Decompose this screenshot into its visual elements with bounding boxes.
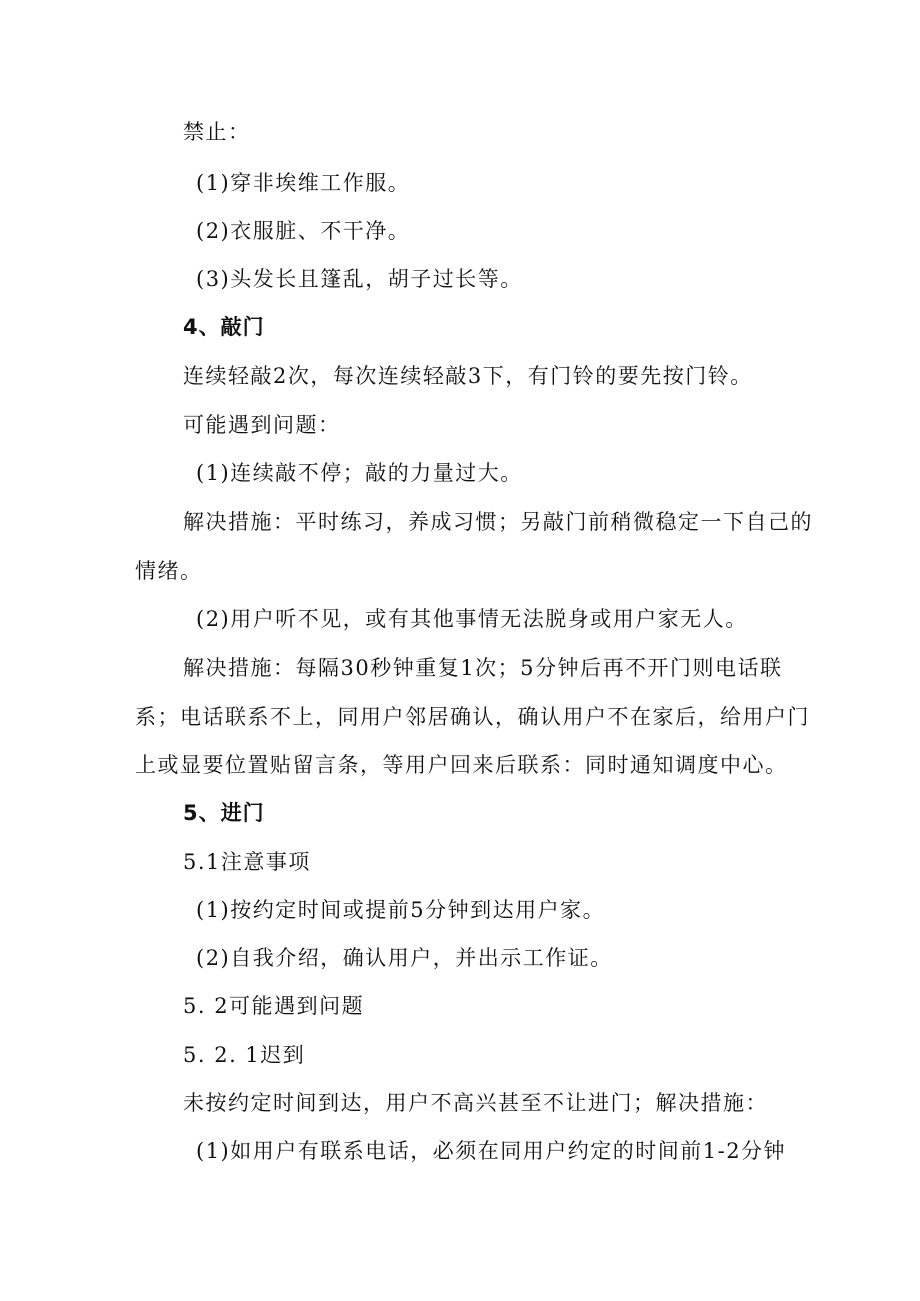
list-item: (2)用户听不见，或有其他事情无法脱身或用户家无人。	[196, 607, 748, 631]
paragraph-line: 解决措施：每隔30秒钟重复1次；5分钟后再不开门则电话联	[183, 656, 783, 680]
paragraph-line: 解决措施：平时练习，养成习惯；另敲门前稍微稳定一下自己的	[183, 510, 813, 534]
paragraph-line: 系；电话联系不上，同用户邻居确认，确认用户不在家后，给用户门	[135, 705, 810, 729]
paragraph-line: 上或显要位置贴留言条，等用户回来后联系：同时通知调度中心。	[135, 753, 788, 777]
subsection-heading: 5.1注意事项	[183, 850, 311, 874]
forbidden-item: (1)穿非埃维工作服。	[196, 171, 411, 195]
section-heading: 5、进门	[183, 801, 265, 825]
subsection-heading: 5. 2可能遇到问题	[183, 994, 365, 1018]
forbidden-label: 禁止：	[183, 120, 251, 144]
paragraph-line: 连续轻敲2次，每次连续轻敲3下，有门铃的要先按门铃。	[183, 364, 753, 388]
subsection-heading: 5. 2. 1迟到	[183, 1043, 306, 1067]
list-item: (1)连续敲不停；敲的力量过大。	[196, 461, 523, 485]
forbidden-item: (3)头发长且篷乱，胡子过长等。	[196, 267, 523, 291]
section-heading: 4、敲门	[183, 315, 265, 339]
forbidden-item: (2)衣服脏、不干净。	[196, 219, 411, 243]
list-item: (1)如用户有联系电话，必须在同用户约定的时间前1-2分钟	[196, 1139, 787, 1163]
list-item: (1)按约定时间或提前5分钟到达用户家。	[196, 898, 606, 922]
paragraph-line: 未按约定时间到达，用户不高兴甚至不让进门；解决措施：	[183, 1091, 768, 1115]
list-item: (2)自我介绍，确认用户，并出示工作证。	[196, 946, 613, 970]
paragraph-line: 情绪。	[135, 559, 203, 583]
paragraph-line: 可能遇到问题：	[183, 413, 341, 437]
